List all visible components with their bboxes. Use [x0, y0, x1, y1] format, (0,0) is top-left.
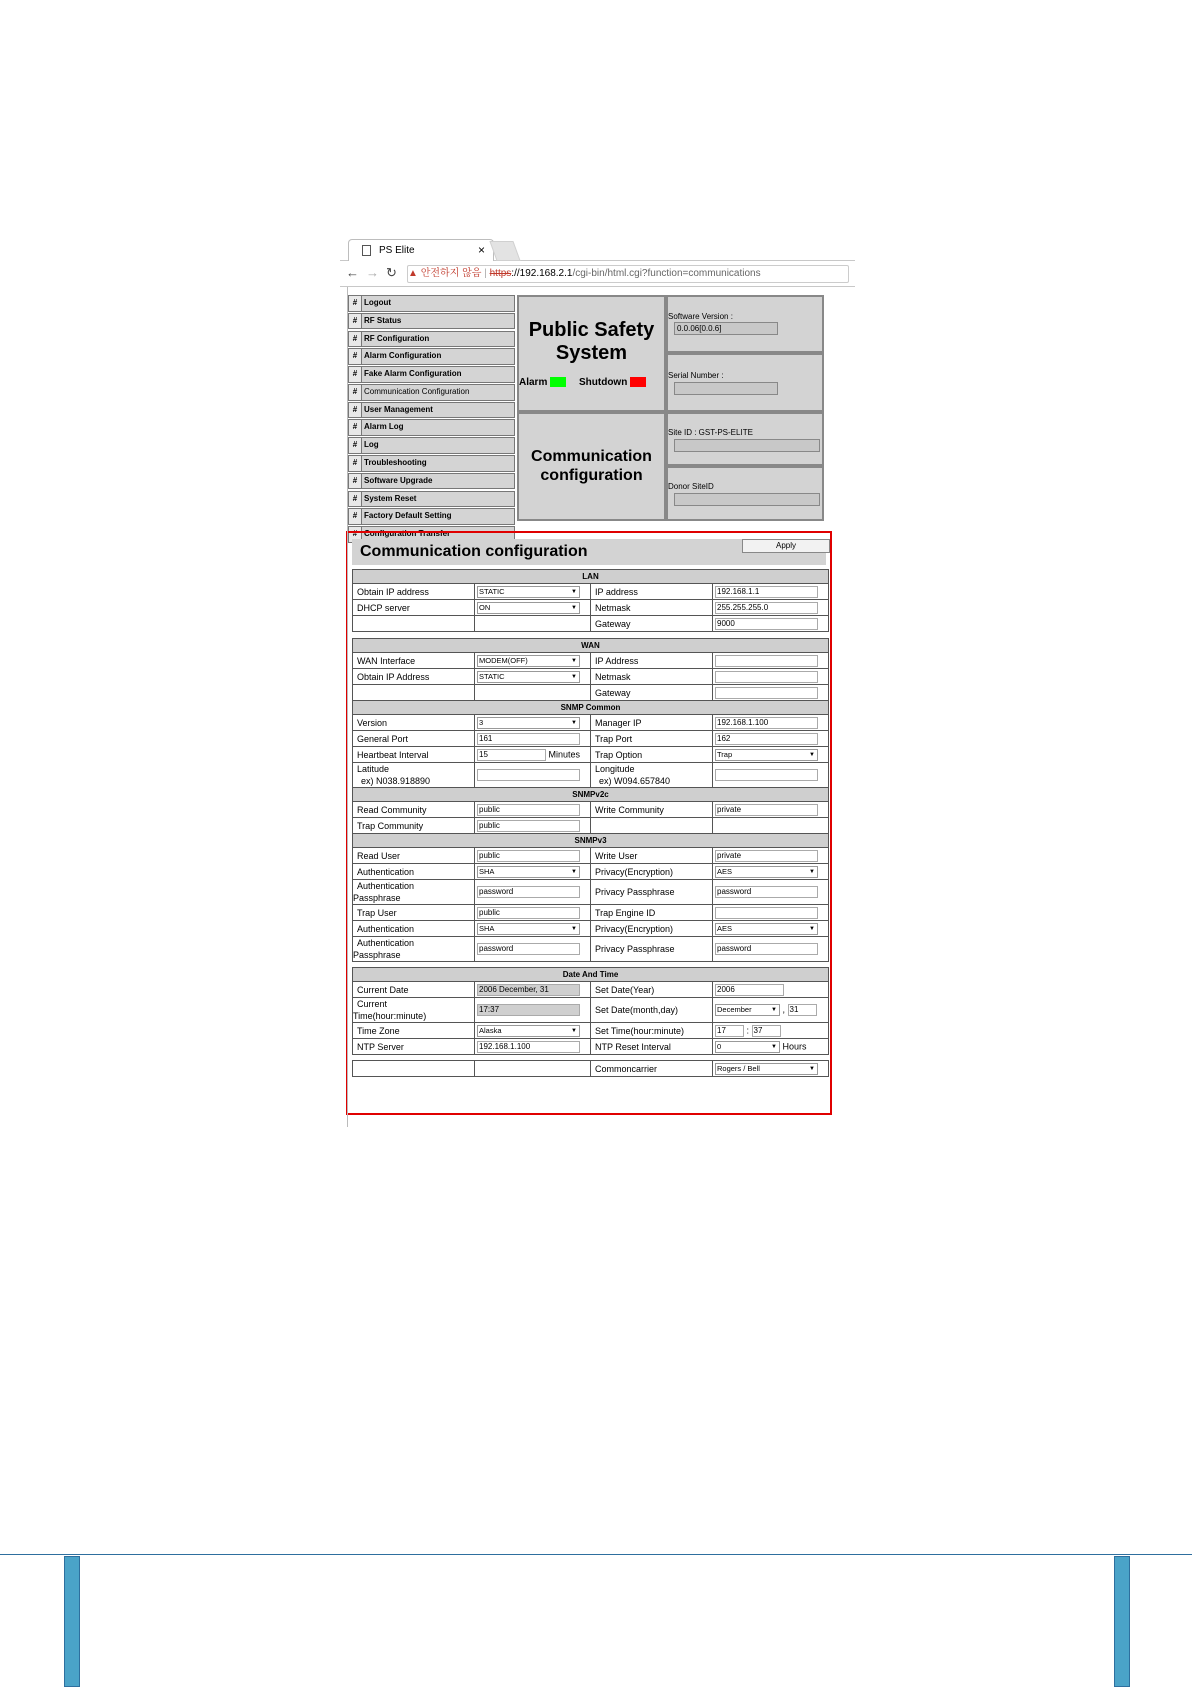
wan-gateway-label: Gateway — [591, 685, 713, 701]
system-panel — [517, 295, 666, 412]
menu-item-user-management[interactable]: # User Management — [348, 402, 515, 419]
section-wan: WAN — [353, 639, 829, 653]
menu-item-troubleshooting[interactable]: # Troubleshooting — [348, 455, 515, 472]
dhcp-select[interactable]: ON ▼ — [477, 602, 580, 614]
trap-port-input[interactable]: 162 — [715, 733, 818, 745]
current-date-label: Current Date — [353, 982, 475, 998]
manager-ip-label: Manager IP — [591, 715, 713, 731]
privacy-label: Privacy(Encryption) — [591, 864, 713, 880]
trap-option-select[interactable]: Trap ▼ — [715, 749, 818, 761]
reload-icon[interactable]: ↻ — [386, 265, 397, 280]
longitude-label: Longitude — [595, 764, 635, 774]
privacy-passphrase-label: Privacy Passphrase — [591, 880, 713, 905]
url-field[interactable]: ▲ 안전하지 않음 | https://192.168.2.1/cgi-bin/html.cgi?function=communications — [407, 265, 849, 283]
close-icon[interactable]: × — [477, 243, 485, 257]
menu-item-log[interactable]: # Log — [348, 437, 515, 454]
wan-obtain-select[interactable]: STATIC ▼ — [477, 671, 580, 683]
hours-unit: Hours — [782, 1040, 807, 1051]
trap-community-input[interactable]: public — [477, 820, 580, 832]
trap-auth-passphrase-label-1: Authentication — [357, 938, 415, 948]
menu-item-software-upgrade[interactable]: # Software Upgrade — [348, 473, 515, 490]
donor-site-value — [674, 493, 820, 506]
trap-privacy-label: Privacy(Encryption) — [591, 921, 713, 937]
lan-netmask-input[interactable]: 255.255.255.0 — [715, 602, 818, 614]
auth-passphrase-label-2: Passphrase — [353, 893, 401, 903]
set-month-select[interactable]: December ▼ — [715, 1004, 780, 1016]
menu-item-fake-alarm[interactable]: # Fake Alarm Configuration — [348, 366, 515, 383]
set-year-label: Set Date(Year) — [591, 982, 713, 998]
communication-config-form — [346, 531, 832, 1115]
serial-number-label: Serial Number : — [668, 371, 724, 380]
wan-ip-label: IP Address — [591, 653, 713, 669]
time-zone-select[interactable]: Alaska ▼ — [477, 1025, 580, 1037]
section-lan: LAN — [353, 570, 829, 584]
wan-gateway-input[interactable] — [715, 687, 818, 699]
menu-item-alarm-configuration[interactable]: # Alarm Configuration — [348, 348, 515, 365]
authentication-select[interactable]: SHA ▼ — [477, 866, 580, 878]
commoncarrier-label: Commoncarrier — [591, 1061, 713, 1077]
url-path: /cgi-bin/html.cgi?function=communications — [572, 268, 761, 279]
auth-passphrase-input[interactable]: password — [477, 886, 580, 898]
wan-interface-select[interactable]: MODEM(OFF) ▼ — [477, 655, 580, 667]
software-version-label: Software Version : — [668, 312, 733, 321]
general-port-input[interactable]: 161 — [477, 733, 580, 745]
write-user-label: Write User — [591, 848, 713, 864]
longitude-input[interactable] — [715, 769, 818, 781]
write-community-input[interactable]: private — [715, 804, 818, 816]
site-id-panel — [666, 412, 824, 466]
footer-bar-right — [1114, 1556, 1130, 1687]
trap-authentication-label: Authentication — [353, 921, 475, 937]
shutdown-label: Shutdown — [579, 377, 628, 388]
current-date-value: 2006 December, 31 — [477, 984, 580, 996]
software-version-panel — [666, 295, 824, 353]
new-tab-button[interactable] — [489, 241, 520, 261]
heartbeat-label: Heartbeat Interval — [353, 747, 475, 763]
donor-site-panel — [666, 466, 824, 521]
page-title-line2: configuration — [540, 467, 643, 484]
ntp-server-label: NTP Server — [353, 1039, 475, 1055]
lan-gateway-label: Gateway — [591, 616, 713, 632]
section-snmpv3: SNMPv3 — [353, 834, 829, 848]
wan-ip-input[interactable] — [715, 655, 818, 667]
wan-netmask-label: Netmask — [591, 669, 713, 685]
auth-passphrase-label-1: Authentication — [357, 881, 415, 891]
address-bar-row — [340, 262, 855, 287]
read-user-input[interactable]: public — [477, 850, 580, 862]
trap-authentication-select[interactable]: SHA ▼ — [477, 923, 580, 935]
footer-bar-left — [64, 1556, 80, 1687]
commoncarrier-select[interactable]: Rogers / Bell ▼ — [715, 1063, 818, 1075]
write-community-label: Write Community — [591, 802, 713, 818]
set-hour-input[interactable]: 17 — [715, 1025, 744, 1037]
warning-icon: ▲ — [408, 268, 418, 279]
lan-ip-label: IP address — [591, 584, 713, 600]
trap-privacy-passphrase-input[interactable]: password — [715, 943, 818, 955]
set-year-input[interactable]: 2006 — [715, 984, 784, 996]
read-community-input[interactable]: public — [477, 804, 580, 816]
set-minute-input[interactable]: 37 — [752, 1025, 781, 1037]
ntp-reset-label: NTP Reset Interval — [591, 1039, 713, 1055]
serial-number-panel — [666, 353, 824, 412]
apply-button[interactable]: Apply — [742, 539, 830, 553]
trap-privacy-select[interactable]: AES ▼ — [715, 923, 818, 935]
security-warning: 안전하지 않음 — [420, 268, 482, 279]
read-community-label: Read Community — [353, 802, 475, 818]
write-user-input[interactable]: private — [715, 850, 818, 862]
trap-option-label: Trap Option — [591, 747, 713, 763]
minutes-unit: Minutes — [548, 748, 581, 759]
url-host: ://192.168.2.1 — [511, 268, 573, 279]
trap-community-label: Trap Community — [353, 818, 475, 834]
wan-obtain-label: Obtain IP Address — [353, 669, 475, 685]
form-header — [352, 539, 826, 565]
lan-gateway-input[interactable]: 9000 — [715, 618, 818, 630]
system-title-line2: System — [555, 342, 628, 364]
menu-item-config-transfer[interactable]: # Configuration Transfer — [348, 526, 515, 543]
latitude-input[interactable] — [477, 769, 580, 781]
privacy-passphrase-input[interactable]: password — [715, 886, 818, 898]
form-title: Communication configuration — [360, 543, 588, 560]
set-time-label: Set Time(hour:minute) — [591, 1023, 713, 1039]
config-table: LAN Obtain IP address STATIC ▼ IP address 192.168.1.1 DHCP server ON ▼ Netmask 255.255.255.0 Gateway 9000 WAN WAN Interface MODEM(OFF) ▼ IP Address Obtain IP Address STATIC ▼ Netmask Gateway SNMP Common Version 3 ▼ Manager IP 192.168.1.100 General Port 161 Trap Port 162 Heartbeat Interval 15 Minutes Trap Option Trap ▼ Latitude ex) N038.918890 Longitude ex) W094.657840 SNMPv2c Read Community public Write Community private Trap Community public SNMPv3 Read User public Write User private Authentication SHA ▼ Privacy(Encryption) AES ▼ Authentication Passphrase password Privacy Passphrase password Trap User public Trap Engine ID Authentication SHA ▼ Privacy(Encryption) AES ▼ Authentication Passphrase password Privacy Passphrase password Date And Time Current Date 2006 December, 31 Set Date(Year) 2006 Current Time(hour:minute) 17:37 Set Date(month,day) December ▼ , 31 Time Zone Alaska ▼ Set Time(hour:minute) 17 : 37 NTP Server 192.168.1.100 NTP Reset Interval 0 ▼ Hours Commoncarrier Rogers / Bell ▼ — [352, 569, 829, 1077]
software-version-value: 0.0.06[0.0.6] — [674, 322, 778, 335]
menu-item-alarm-log[interactable]: # Alarm Log — [348, 419, 515, 436]
menu-item-logout[interactable]: # Logout — [348, 295, 515, 312]
page-title-line1: Communication — [531, 448, 652, 465]
menu-item-system-reset[interactable]: # System Reset — [348, 491, 515, 508]
section-snmp-common: SNMP Common — [353, 701, 829, 715]
dhcp-label: DHCP server — [353, 600, 475, 616]
wan-interface-label: WAN Interface — [353, 653, 475, 669]
longitude-example: ex) W094.657840 — [599, 776, 671, 786]
serial-number-value — [674, 382, 778, 395]
back-icon[interactable]: ← — [346, 265, 359, 280]
current-time-label-2: Time(hour:minute) — [353, 1011, 427, 1021]
lan-ip-input[interactable]: 192.168.1.1 — [715, 586, 818, 598]
latitude-label: Latitude — [357, 764, 390, 774]
read-user-label: Read User — [353, 848, 475, 864]
page-icon — [362, 245, 371, 256]
lan-netmask-label: Netmask — [591, 600, 713, 616]
menu-item-rf-configuration[interactable]: # RF Configuration — [348, 331, 515, 348]
site-id-label: Site ID : GST-PS-ELITE — [668, 428, 753, 437]
footer-line — [0, 1554, 1192, 1555]
shutdown-indicator — [630, 377, 646, 387]
trap-engine-label: Trap Engine ID — [591, 905, 713, 921]
authentication-label: Authentication — [353, 864, 475, 880]
latitude-example: ex) N038.918890 — [361, 776, 431, 786]
ntp-reset-select[interactable]: 0 ▼ — [715, 1041, 780, 1053]
trap-auth-passphrase-input[interactable]: password — [477, 943, 580, 955]
trap-auth-passphrase-label-2: Passphrase — [353, 950, 401, 960]
donor-site-label: Donor SiteID — [668, 482, 714, 491]
alarm-label: Alarm — [519, 377, 548, 388]
current-time-value: 17:37 — [477, 1004, 580, 1016]
lan-obtain-ip-select[interactable]: STATIC ▼ — [477, 586, 580, 598]
system-title-line1: Public Safety — [528, 319, 655, 341]
section-snmpv2c: SNMPv2c — [353, 788, 829, 802]
menu-item-rf-status[interactable]: # RF Status — [348, 313, 515, 330]
trap-user-input[interactable]: public — [477, 907, 580, 919]
lan-obtain-ip-label: Obtain IP address — [353, 584, 475, 600]
trap-user-label: Trap User — [353, 905, 475, 921]
trap-engine-input[interactable] — [715, 907, 818, 919]
current-time-label-1: Current — [357, 999, 388, 1009]
manager-ip-input[interactable]: 192.168.1.100 — [715, 717, 818, 729]
trap-port-label: Trap Port — [591, 731, 713, 747]
time-zone-label: Time Zone — [353, 1023, 475, 1039]
privacy-select[interactable]: AES ▼ — [715, 866, 818, 878]
side-menu — [348, 295, 515, 544]
menu-item-factory-default[interactable]: # Factory Default Setting — [348, 508, 515, 525]
set-month-day-label: Set Date(month,day) — [591, 998, 713, 1023]
browser-tab[interactable] — [348, 239, 494, 261]
set-day-input[interactable]: 31 — [788, 1004, 817, 1016]
tab-bar — [340, 237, 855, 261]
menu-item-communication[interactable]: # Communication Configuration — [348, 384, 515, 401]
forward-icon[interactable]: → — [366, 265, 379, 280]
snmp-version-label: Version — [353, 715, 475, 731]
heartbeat-input[interactable]: 15 — [477, 749, 546, 761]
section-date-time: Date And Time — [353, 968, 829, 982]
snmp-version-select[interactable]: 3 ▼ — [477, 717, 580, 729]
tab-title: PS Elite — [379, 245, 415, 256]
trap-privacy-passphrase-label: Privacy Passphrase — [591, 937, 713, 962]
alarm-indicator — [550, 377, 566, 387]
site-id-value — [674, 439, 820, 452]
page-title-panel — [517, 412, 666, 521]
wan-netmask-input[interactable] — [715, 671, 818, 683]
general-port-label: General Port — [353, 731, 475, 747]
page-border — [347, 287, 348, 1127]
url-scheme: https — [489, 268, 512, 279]
ntp-server-input[interactable]: 192.168.1.100 — [477, 1041, 580, 1053]
